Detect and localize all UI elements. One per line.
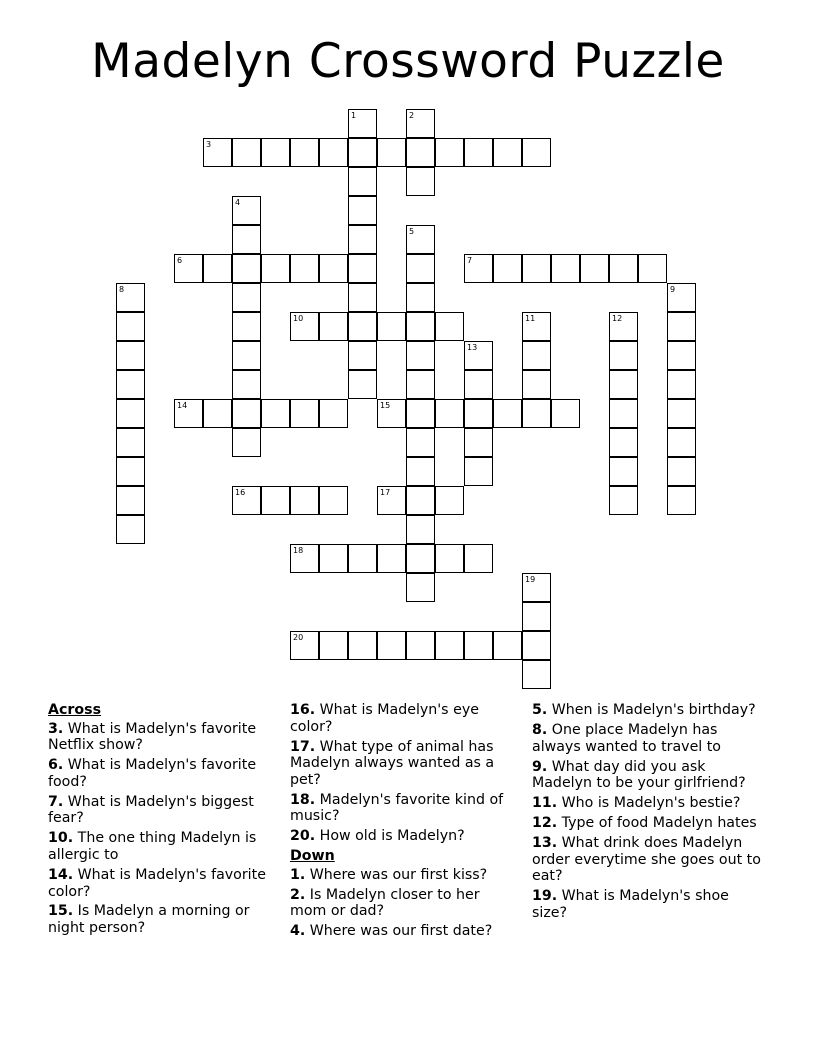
crossword-cell[interactable] (609, 399, 638, 428)
crossword-cell[interactable] (319, 399, 348, 428)
crossword-cell-15[interactable] (377, 399, 406, 428)
clue-number: 6 (177, 256, 183, 265)
clue-text: Is Madelyn closer to her mom or dad? (290, 886, 480, 920)
crossword-cell[interactable] (464, 399, 493, 428)
clue-number: 7 (467, 256, 473, 265)
clue-item (532, 722, 764, 755)
crossword-cell[interactable] (116, 399, 145, 428)
crossword-cell[interactable] (406, 428, 435, 457)
crossword-cell[interactable] (377, 138, 406, 167)
crossword-cell-4[interactable] (232, 196, 261, 225)
clue-item (48, 867, 280, 900)
clue-number: 11 (525, 314, 536, 323)
crossword-cell[interactable] (203, 254, 232, 283)
crossword-cell[interactable] (609, 428, 638, 457)
clue-number: 4 (235, 198, 241, 207)
clue-number-label: 14. (48, 866, 74, 883)
page-title: Madelyn Crossword Puzzle (91, 34, 725, 89)
crossword-cell[interactable] (522, 341, 551, 370)
clue-item (290, 923, 520, 940)
clue-number-label: 16. (290, 702, 316, 718)
crossword-cell[interactable] (348, 312, 377, 341)
clue-item (290, 792, 520, 825)
crossword-cell[interactable] (435, 486, 464, 515)
crossword-cell[interactable] (406, 138, 435, 167)
clue-number-label: 5. (532, 702, 548, 718)
crossword-cell[interactable] (522, 370, 551, 399)
clue-number: 3 (206, 140, 212, 149)
crossword-cell[interactable] (290, 399, 319, 428)
crossword-cell[interactable] (551, 254, 580, 283)
clue-number: 18 (293, 546, 304, 555)
crossword-cell[interactable] (406, 515, 435, 544)
crossword-cell[interactable] (261, 399, 290, 428)
clue-item (48, 794, 280, 827)
clue-item (48, 903, 280, 936)
clue-item (48, 830, 280, 863)
clue-number-label: 1. (290, 866, 306, 883)
clue-text: What day did you ask Madelyn to be your girlfriend? (532, 758, 746, 792)
crossword-cell[interactable] (667, 370, 696, 399)
crossword-cell[interactable] (406, 254, 435, 283)
crossword-cell[interactable] (522, 602, 551, 631)
clue-number-label: 20. (290, 828, 316, 845)
crossword-cell[interactable] (609, 457, 638, 486)
clue-item (290, 739, 520, 789)
clue-number-label: 7. (48, 793, 64, 810)
crossword-cell[interactable] (116, 370, 145, 399)
crossword-cell[interactable] (667, 341, 696, 370)
clue-number-label: 15. (48, 903, 74, 920)
crossword-cell[interactable] (464, 457, 493, 486)
clue-item (290, 828, 520, 845)
clue-number-label: 17. (290, 738, 316, 755)
crossword-cell[interactable] (609, 341, 638, 370)
clue-number: 2 (409, 111, 415, 120)
crossword-cell[interactable] (232, 428, 261, 457)
crossword-cell[interactable] (116, 457, 145, 486)
clue-item (532, 759, 764, 792)
crossword-cell[interactable] (232, 399, 261, 428)
crossword-cell[interactable] (435, 399, 464, 428)
clue-number-label: 2. (290, 886, 306, 903)
clue-number-label: 10. (48, 830, 74, 847)
clue-text: What is Madelyn's shoe size? (532, 888, 729, 921)
crossword-cell[interactable] (522, 254, 551, 283)
crossword-cell-12[interactable] (609, 312, 638, 341)
crossword-cell[interactable] (406, 544, 435, 573)
crossword-cell[interactable] (116, 515, 145, 544)
crossword-cell[interactable] (493, 138, 522, 167)
clue-number: 5 (409, 227, 415, 236)
clue-item (290, 887, 520, 920)
crossword-cell[interactable] (406, 573, 435, 602)
crossword-cell[interactable] (493, 631, 522, 660)
clue-text: One place Madelyn has always wanted to travel to (532, 721, 721, 755)
clue-text: How old is Madelyn? (319, 828, 465, 845)
crossword-cell-20[interactable] (290, 631, 319, 660)
crossword-cell-17[interactable] (377, 486, 406, 515)
crossword-cell[interactable] (435, 544, 464, 573)
crossword-cell[interactable] (667, 399, 696, 428)
crossword-cell[interactable] (348, 167, 377, 196)
crossword-cell[interactable] (406, 283, 435, 312)
clue-text: Where was our first kiss? (309, 866, 488, 883)
crossword-cell[interactable] (522, 138, 551, 167)
crossword-cell[interactable] (638, 254, 667, 283)
crossword-cell[interactable] (232, 225, 261, 254)
crossword-cell[interactable] (319, 486, 348, 515)
crossword-cell-7[interactable] (464, 254, 493, 283)
across-heading: Across (48, 702, 102, 718)
clue-item (290, 702, 520, 735)
crossword-cell[interactable] (348, 138, 377, 167)
clue-text: Type of food Madelyn hates (561, 815, 757, 832)
crossword-cell[interactable] (406, 312, 435, 341)
crossword-cell-19[interactable] (522, 573, 551, 602)
clue-number: 16 (235, 488, 246, 497)
crossword-cell[interactable] (232, 312, 261, 341)
crossword-cell[interactable] (232, 341, 261, 370)
clue-number-label: 6. (48, 757, 64, 774)
clue-text: Madelyn's favorite kind of music? (290, 791, 504, 825)
crossword-cell[interactable] (406, 370, 435, 399)
clue-text: Who is Madelyn's bestie? (561, 795, 741, 812)
clue-number: 17 (380, 488, 391, 497)
crossword-cell-2[interactable] (406, 109, 435, 138)
clue-item (532, 888, 764, 921)
crossword-cell[interactable] (609, 370, 638, 399)
clue-number-label: 11. (532, 795, 558, 812)
crossword-cell[interactable] (232, 370, 261, 399)
clue-number-label: 4. (290, 923, 306, 940)
crossword-cell[interactable] (261, 486, 290, 515)
crossword-cell-16[interactable] (232, 486, 261, 515)
clue-number-label: 8. (532, 721, 548, 738)
clue-item (48, 721, 280, 754)
clue-item (532, 795, 764, 812)
clue-text: What is Madelyn's biggest fear? (48, 793, 254, 827)
clue-text: Where was our first date? (309, 923, 493, 940)
crossword-cell[interactable] (319, 631, 348, 660)
clue-number-label: 12. (532, 815, 558, 832)
crossword-cell[interactable] (580, 254, 609, 283)
crossword-cell[interactable] (406, 631, 435, 660)
clue-text: Is Madelyn a morning or night person? (48, 903, 250, 937)
clue-text: What is Madelyn's favorite color? (48, 866, 266, 900)
crossword-cell[interactable] (406, 399, 435, 428)
crossword-cell[interactable] (522, 399, 551, 428)
clue-number: 9 (670, 285, 676, 294)
clues-column-2 (290, 702, 520, 943)
crossword-cell[interactable] (116, 428, 145, 457)
down-heading: Down (290, 848, 335, 865)
crossword-cell[interactable] (667, 457, 696, 486)
crossword-cell[interactable] (522, 631, 551, 660)
crossword-cell[interactable] (609, 486, 638, 515)
crossword-cell[interactable] (290, 254, 319, 283)
crossword-cell-9[interactable] (667, 283, 696, 312)
clues-column-3 (532, 702, 764, 925)
crossword-cell[interactable] (348, 254, 377, 283)
clue-text: What type of animal has Madelyn always wanted as a pet? (290, 738, 495, 788)
crossword-cell[interactable] (522, 660, 551, 689)
clue-number: 8 (119, 285, 125, 294)
crossword-cell[interactable] (290, 486, 319, 515)
crossword-cell[interactable] (319, 138, 348, 167)
crossword-cell[interactable] (667, 312, 696, 341)
crossword-cell-5[interactable] (406, 225, 435, 254)
crossword-cell[interactable] (667, 428, 696, 457)
crossword-cell[interactable] (464, 370, 493, 399)
clue-item (532, 702, 764, 719)
crossword-cell[interactable] (493, 254, 522, 283)
clue-text: What is Madelyn's eye color? (290, 702, 479, 735)
crossword-cell[interactable] (348, 631, 377, 660)
clue-item (48, 757, 280, 790)
crossword-cell[interactable] (609, 254, 638, 283)
crossword-cell[interactable] (290, 138, 319, 167)
clues-column-1 (48, 702, 280, 940)
crossword-cell[interactable] (406, 457, 435, 486)
crossword-cell-13[interactable] (464, 341, 493, 370)
clue-number: 14 (177, 401, 188, 410)
crossword-cell[interactable] (667, 486, 696, 515)
crossword-cell[interactable] (377, 312, 406, 341)
crossword-cell-6[interactable] (174, 254, 203, 283)
crossword-cell[interactable] (406, 167, 435, 196)
clue-text: What is Madelyn's favorite food? (48, 757, 257, 790)
crossword-cell[interactable] (348, 544, 377, 573)
crossword-cell[interactable] (319, 312, 348, 341)
clue-number: 10 (293, 314, 304, 323)
crossword-cell-11[interactable] (522, 312, 551, 341)
crossword-cell-8[interactable] (116, 283, 145, 312)
crossword-cell[interactable] (435, 138, 464, 167)
crossword-cell[interactable] (435, 631, 464, 660)
crossword-cell[interactable] (232, 138, 261, 167)
crossword-cell[interactable] (116, 486, 145, 515)
crossword-cell[interactable] (203, 399, 232, 428)
crossword-cell[interactable] (377, 544, 406, 573)
crossword-cell[interactable] (319, 254, 348, 283)
clue-number-label: 3. (48, 720, 64, 737)
crossword-cell[interactable] (464, 544, 493, 573)
crossword-cell[interactable] (406, 341, 435, 370)
clue-text: What drink does Madelyn order everytime she goes out to eat? (532, 835, 761, 885)
crossword-cell-1[interactable] (348, 109, 377, 138)
clue-text: When is Madelyn's birthday? (551, 702, 756, 718)
crossword-cell[interactable] (116, 341, 145, 370)
clue-text: What is Madelyn's favorite Netflix show? (48, 720, 257, 754)
crossword-cell[interactable] (348, 370, 377, 399)
clue-number-label: 18. (290, 791, 316, 808)
crossword-cell[interactable] (116, 312, 145, 341)
crossword-cell[interactable] (232, 283, 261, 312)
crossword-cell[interactable] (406, 486, 435, 515)
crossword-cell[interactable] (435, 312, 464, 341)
clue-number: 19 (525, 575, 536, 584)
crossword-cell[interactable] (261, 254, 290, 283)
crossword-cell[interactable] (377, 631, 406, 660)
crossword-cell[interactable] (232, 254, 261, 283)
crossword-cell[interactable] (464, 428, 493, 457)
crossword-cell[interactable] (348, 283, 377, 312)
crossword-cell[interactable] (261, 138, 290, 167)
clue-number-label: 13. (532, 835, 558, 852)
clue-text: The one thing Madelyn is allergic to (48, 830, 257, 863)
clue-number: 15 (380, 401, 391, 410)
crossword-cell-3[interactable] (203, 138, 232, 167)
crossword-cell[interactable] (464, 138, 493, 167)
crossword-cell-10[interactable] (290, 312, 319, 341)
crossword-cell-14[interactable] (174, 399, 203, 428)
clue-number: 1 (351, 111, 357, 120)
crossword-cell[interactable] (464, 631, 493, 660)
crossword-cell[interactable] (348, 341, 377, 370)
clue-item (532, 815, 764, 832)
clue-number: 20 (293, 633, 304, 642)
crossword-cell[interactable] (348, 196, 377, 225)
crossword-cell[interactable] (348, 225, 377, 254)
clue-number: 12 (612, 314, 623, 323)
crossword-cell-18[interactable] (290, 544, 319, 573)
crossword-cell[interactable] (493, 399, 522, 428)
clue-number-label: 9. (532, 758, 548, 775)
clue-number: 13 (467, 343, 478, 352)
clue-number-label: 19. (532, 888, 558, 905)
crossword-cell[interactable] (551, 399, 580, 428)
crossword-cell[interactable] (319, 544, 348, 573)
clue-item (290, 867, 520, 884)
clue-item (532, 835, 764, 885)
